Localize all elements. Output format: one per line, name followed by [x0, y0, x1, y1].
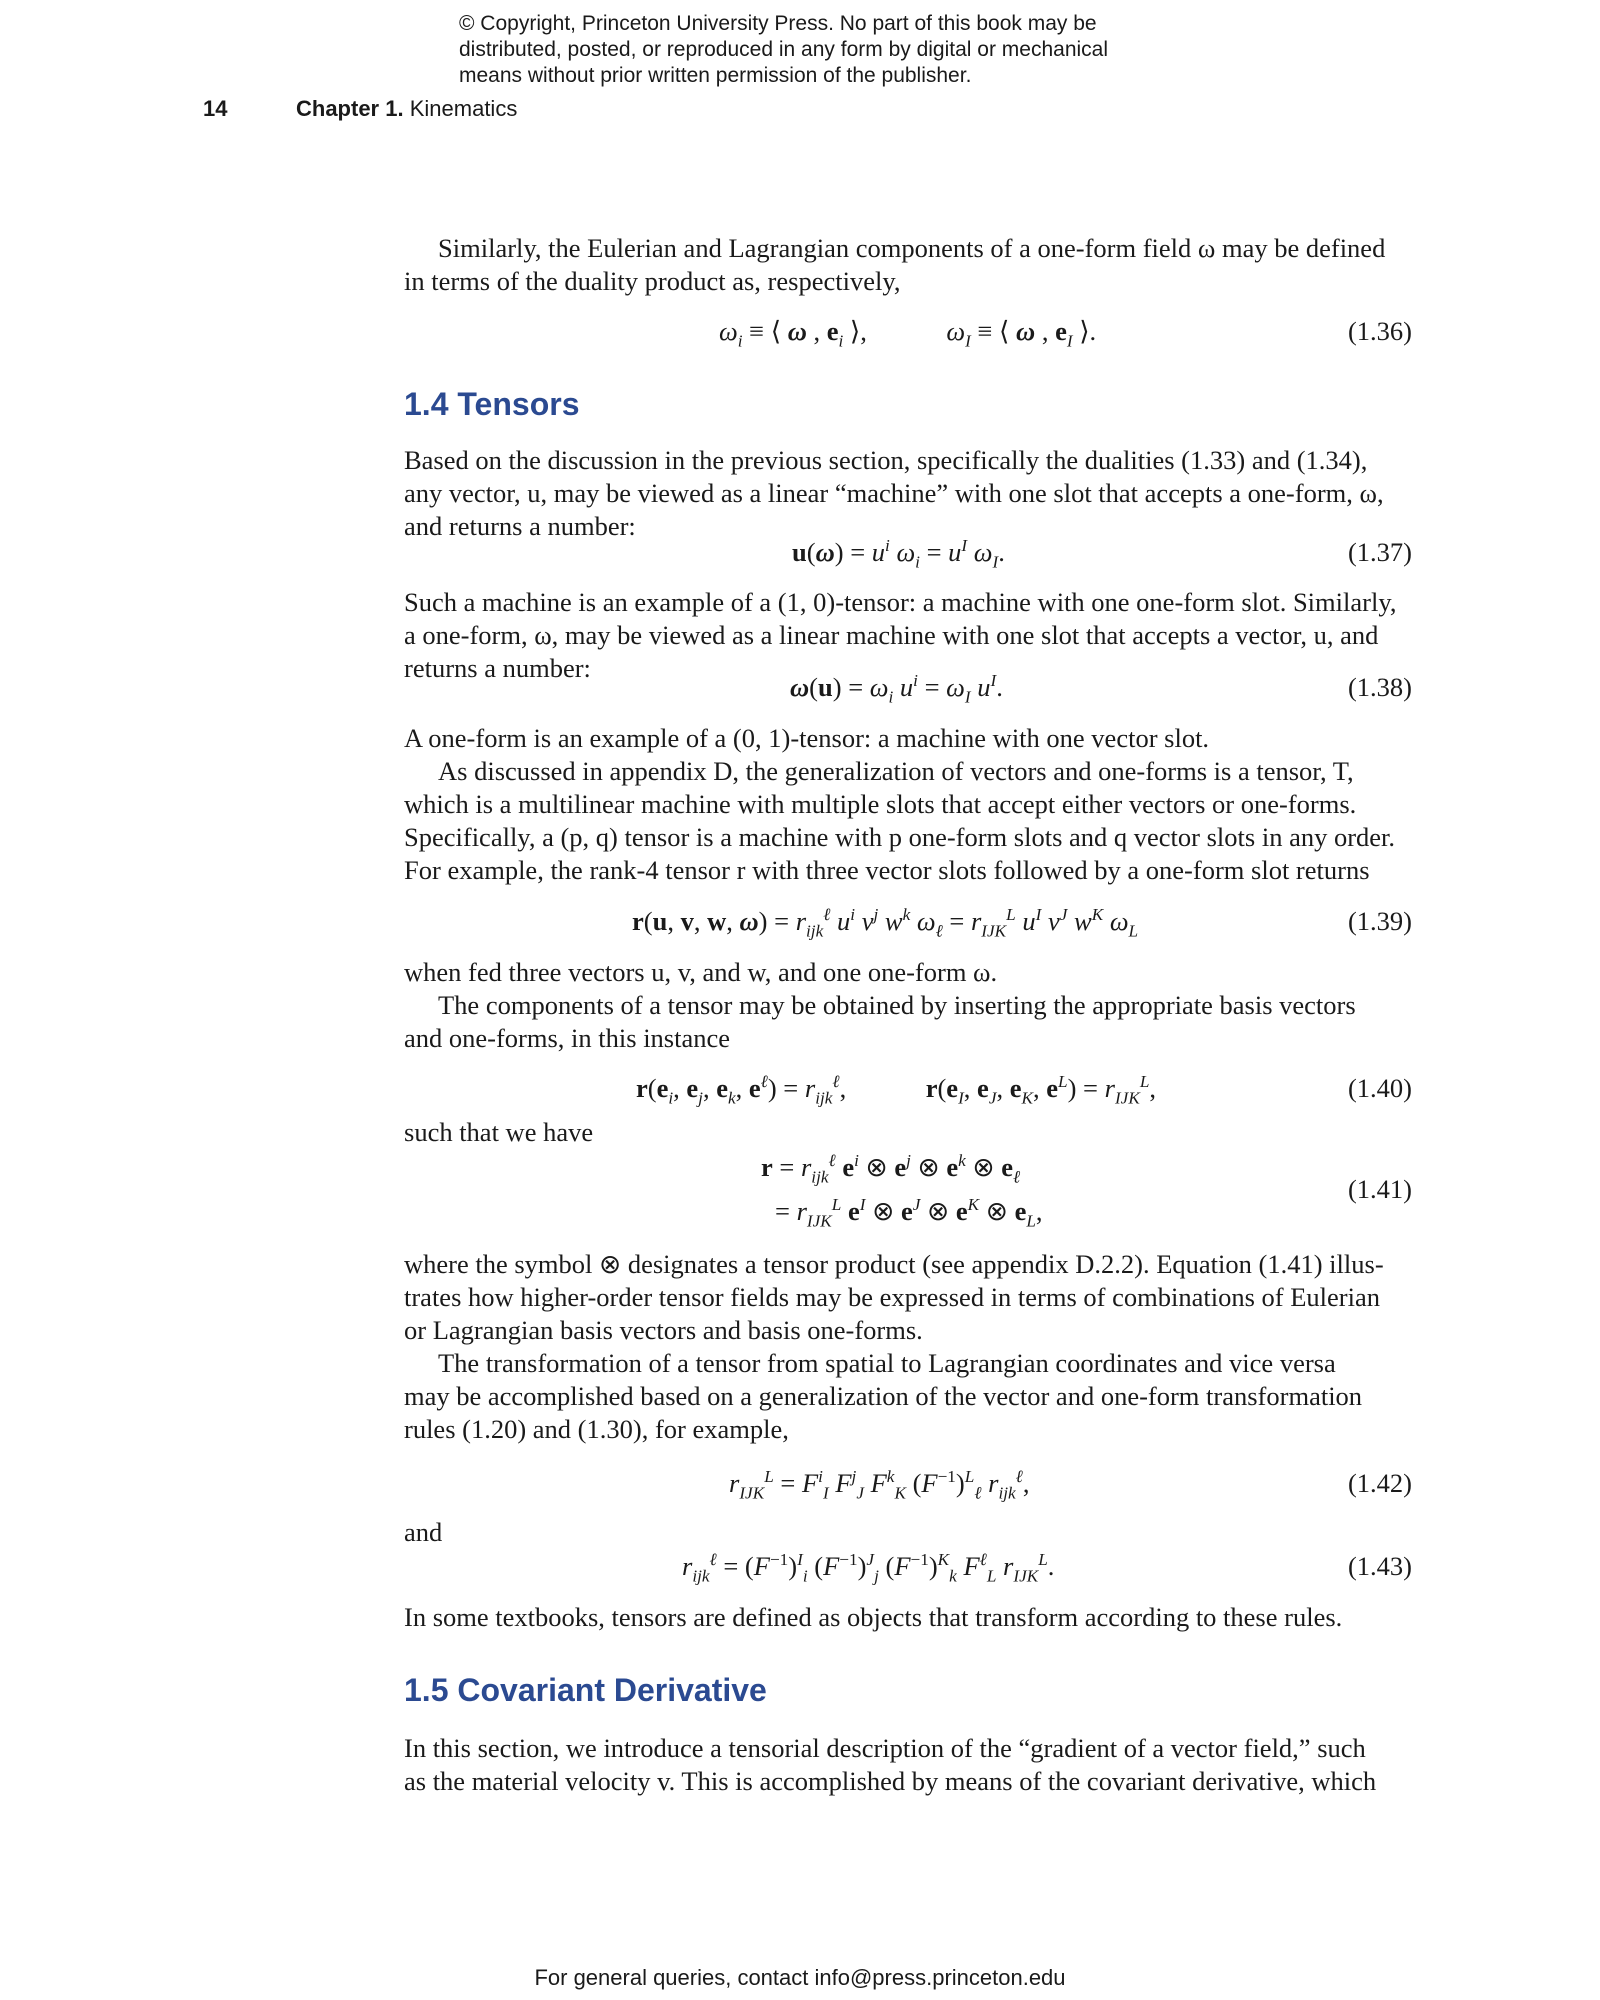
equation-body: $r_{ijk}^\ell = (F^{-1})^I_i$ $(F^{-1})^J_j$ $(F^{-1})^K_k$ $F^\ell_L$ $r_{IJK}^L$. — [682, 1550, 1055, 1586]
equation-body: $r(e_i$, $e_j$, $e_k$, $e^\ell) = r_{ijk}^\ell$, $r(e_I$, $e_J$, $e_K$, $e^L) = r_{IJK}^L$, — [636, 1072, 1157, 1108]
equation-number: (1.41) — [1347, 1174, 1412, 1204]
text-line: Such a machine is an example of a (1, 0)-tensor: a machine with one one-form slot. Similarly, — [404, 587, 1397, 617]
equation-1-40 — [404, 1073, 1412, 1113]
para-tensors-5 — [404, 1116, 1412, 1149]
equation-body: $r_{IJK}^L = F^i_I$ $F^j_J$ $F^k_K$ $(F^{-1})^L_\ell$ $r_{ijk}^\ell$, — [729, 1467, 1030, 1503]
para-intro — [404, 232, 1412, 298]
equation-1-42 — [404, 1468, 1412, 1508]
section-heading-1-4: 1.4 Tensors — [404, 386, 580, 422]
para-tensors-1 — [404, 444, 1412, 543]
text-line: as the material velocity v. This is accomplished by means of the covariant derivative, which — [404, 1766, 1377, 1796]
page-number: 14 — [203, 96, 228, 121]
equation-body: $u(\omega) = u^i$ $\omega_i = u^I$ $\omega_I$. — [792, 536, 1005, 572]
text-line: and returns a number: — [404, 511, 636, 541]
equation-number: (1.42) — [1347, 1468, 1412, 1498]
text-line: where the symbol ⊗ designates a tensor product (see appendix D.2.2). Equation (1.41) illus- — [404, 1249, 1384, 1279]
text-line: trates how higher-order tensor fields may be expressed in terms of combinations of Eulerian — [404, 1282, 1380, 1312]
equation-line-2: = $r_{IJK}^L$ $e^I$ ⊗ $e^J$ ⊗ $e^K$ ⊗ $e_L$, — [775, 1195, 1043, 1231]
equation-body: $\omega(u) = \omega_i$ $u^i = \omega_I$ $u^I$. — [790, 671, 1003, 707]
footer-contact: For general queries, contact info@press.princeton.edu — [534, 1965, 1066, 1990]
para-tensors-4 — [404, 956, 1412, 1055]
copyright-line-3: means without prior written permission of the publisher. — [459, 64, 972, 87]
text-line: and — [404, 1517, 443, 1547]
chapter-label: Chapter 1. — [296, 96, 404, 121]
text-line: Similarly, the Eulerian and Lagrangian components of a one-form field ω may be defined — [438, 233, 1386, 263]
copyright-line-1: © Copyright, Princeton University Press. No part of this book may be — [459, 12, 1097, 35]
text-line: returns a number: — [404, 653, 591, 683]
equation-1-41 — [404, 1152, 1412, 1236]
equation-1-36 — [404, 316, 1412, 356]
equation-line-1: $r = r_{ijk}^\ell$ $e^i$ ⊗ $e^j$ ⊗ $e^k$ ⊗ $e_\ell$ — [761, 1151, 1021, 1187]
text-line: For example, the rank-4 tensor r with three vector slots followed by a one-form slot returns — [404, 855, 1370, 885]
text-line: As discussed in appendix D, the generalization of vectors and one-forms is a tensor, T, — [438, 756, 1354, 786]
text-line: a one-form, ω, may be viewed as a linear machine with one slot that accepts a vector, u, and — [404, 620, 1379, 650]
text-line: rules (1.20) and (1.30), for example, — [404, 1414, 789, 1444]
equation-1-37 — [404, 537, 1412, 577]
equation-number: (1.43) — [1347, 1551, 1412, 1581]
text-line: any vector, u, may be viewed as a linear “machine” with one slot that accepts a one-form, ω, — [404, 478, 1384, 508]
text-line: when fed three vectors u, v, and w, and one one-form ω. — [404, 957, 998, 987]
equation-1-39 — [404, 906, 1412, 946]
equation-number: (1.36) — [1347, 316, 1412, 346]
chapter-title: Kinematics — [409, 96, 518, 121]
text-line: A one-form is an example of a (0, 1)-tensor: a machine with one vector slot. — [404, 723, 1210, 753]
para-tensors-6 — [404, 1248, 1412, 1446]
text-line: Based on the discussion in the previous section, specifically the dualities (1.33) and (1.34), — [404, 445, 1368, 475]
equation-body: r(u, v, w, $\omega) = r_{ijk}^\ell$ $u^i$ $v^j$ $w^k$ $\omega_\ell = r_{IJK}^L$ $u^I$ $v^J$ $w^K$ $\omega_L$ — [632, 905, 1139, 941]
para-tensors-2 — [404, 586, 1412, 685]
para-tensors-8 — [404, 1601, 1412, 1634]
text-line: Specifically, a (p, q) tensor is a machine with p one-form slots and q vector slots in any order. — [404, 822, 1396, 852]
chapter-heading — [296, 96, 517, 122]
section-heading-1-5: 1.5 Covariant Derivative — [404, 1672, 767, 1708]
para-tensors-3 — [404, 722, 1412, 887]
para-covariant — [404, 1732, 1412, 1798]
text-line: which is a multilinear machine with multiple slots that accept either vectors or one-forms. — [404, 789, 1357, 819]
para-tensors-7 — [404, 1516, 1412, 1549]
equation-body: $\omega_i$ ≡ ⟨ ω , $e_i$ ⟩, $\omega_I$ ≡ ⟨ ω , $e_I$ ⟩. — [719, 316, 1097, 351]
text-line: The components of a tensor may be obtained by inserting the appropriate basis vectors — [438, 990, 1356, 1020]
equation-1-43 — [404, 1551, 1412, 1591]
text-line: may be accomplished based on a generalization of the vector and one-form transformation — [404, 1381, 1363, 1411]
text-line: and one-forms, in this instance — [404, 1023, 731, 1053]
text-line: such that we have — [404, 1117, 594, 1147]
equation-number: (1.39) — [1347, 906, 1412, 936]
text-line: in terms of the duality product as, respectively, — [404, 266, 901, 296]
text-line: In this section, we introduce a tensorial description of the “gradient of a vector field,” such — [404, 1733, 1366, 1763]
equation-number: (1.37) — [1347, 537, 1412, 567]
text-line: In some textbooks, tensors are defined as objects that transform according to these rules. — [404, 1602, 1343, 1632]
equation-number: (1.40) — [1347, 1073, 1412, 1103]
copyright-line-2: distributed, posted, or reproduced in any form by digital or mechanical — [459, 38, 1109, 61]
equation-number: (1.38) — [1347, 672, 1412, 702]
text-line: or Lagrangian basis vectors and basis one-forms. — [404, 1315, 923, 1345]
text-line: The transformation of a tensor from spatial to Lagrangian coordinates and vice versa — [438, 1348, 1336, 1378]
equation-1-38 — [404, 672, 1412, 712]
copyright-notice — [459, 11, 1219, 89]
